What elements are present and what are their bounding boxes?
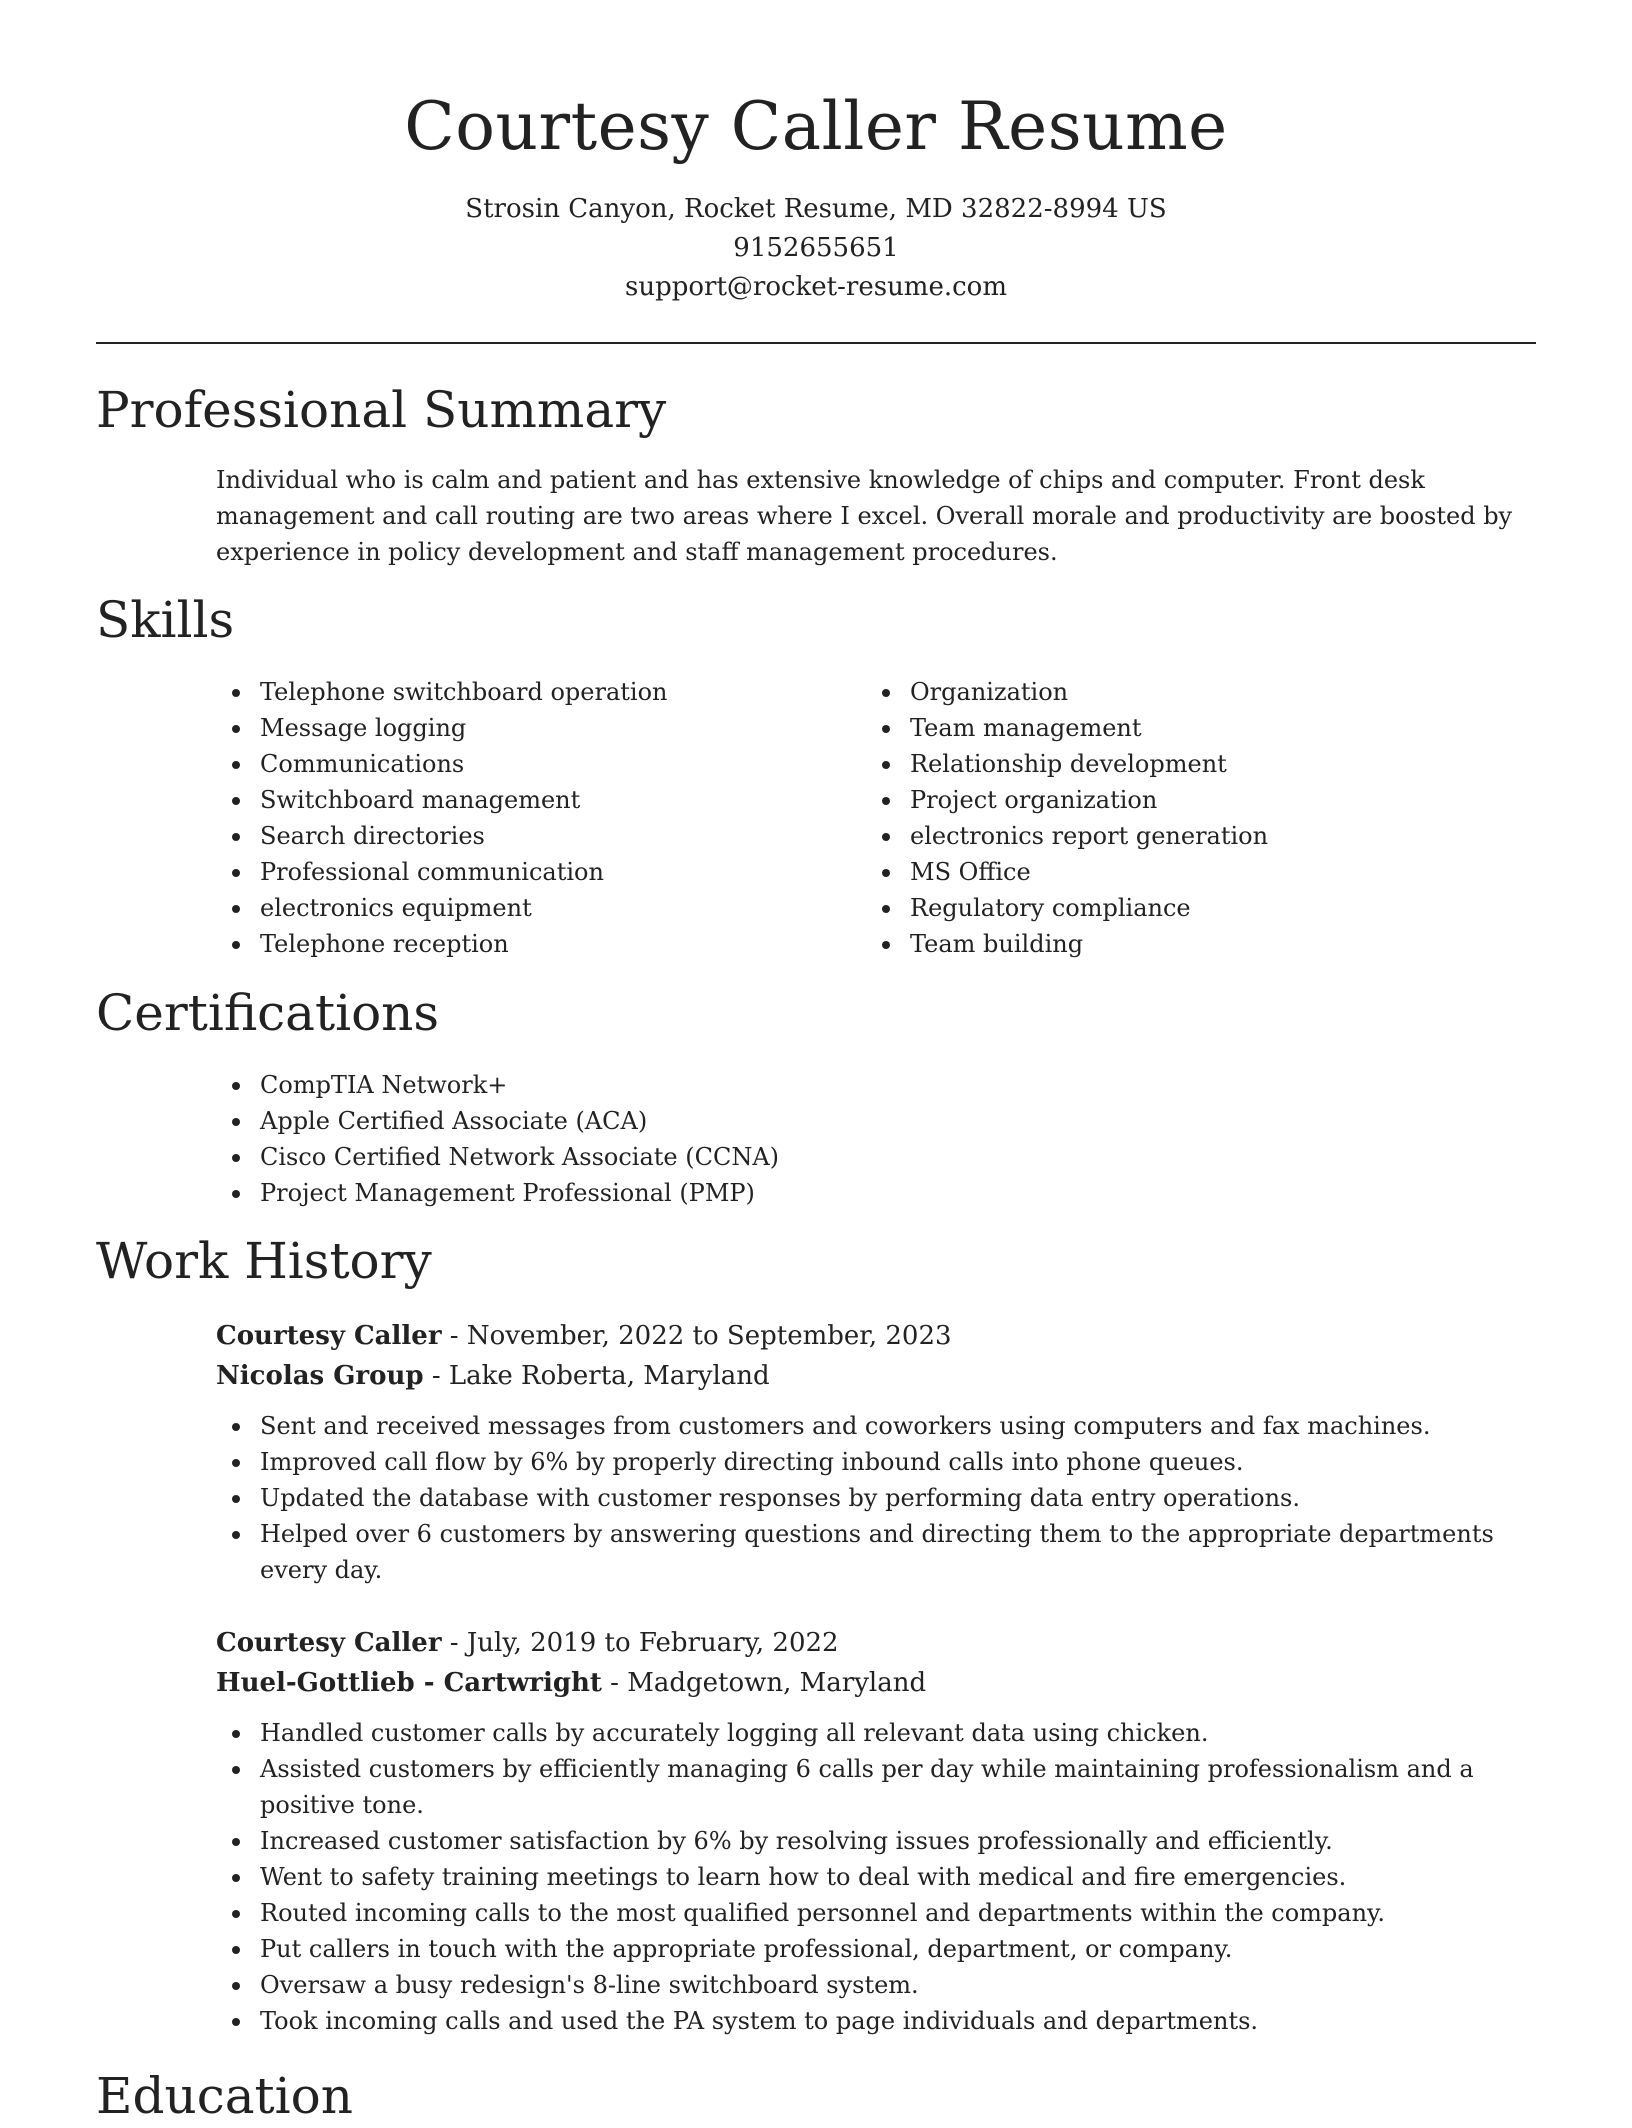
skill-item: Organization <box>866 674 1268 710</box>
job-location: - Lake Roberta, Maryland <box>423 1361 770 1391</box>
certification-item: CompTIA Network+ <box>216 1067 779 1103</box>
job-dates: - July, 2019 to February, 2022 <box>441 1628 839 1658</box>
job-title: Courtesy Caller <box>216 1628 442 1658</box>
job-entry <box>216 1623 1536 2039</box>
job-bullet: Sent and received messages from customers and coworkers using computers and fax machines. <box>216 1408 1536 1444</box>
skill-item: Message logging <box>216 710 667 746</box>
skill-item: Switchboard management <box>216 782 667 818</box>
job-bullet: Updated the database with customer responses by performing data entry operations. <box>216 1480 1536 1516</box>
job-company: Nicolas Group <box>216 1361 424 1391</box>
certifications-list <box>216 1067 779 1211</box>
job-company-line <box>216 1356 1536 1396</box>
job-title-line <box>216 1623 1536 1663</box>
skill-item: Telephone switchboard operation <box>216 674 667 710</box>
job-title: Courtesy Caller <box>216 1321 442 1351</box>
skill-item: electronics equipment <box>216 890 667 926</box>
skills-list-left <box>216 674 667 962</box>
job-company-line <box>216 1663 1536 1703</box>
skill-item: electronics report generation <box>866 818 1268 854</box>
skill-item: Team building <box>866 926 1268 962</box>
job-bullet: Handled customer calls by accurately logging all relevant data using chicken. <box>216 1715 1536 1751</box>
skills-heading: Skills <box>96 591 235 649</box>
job-bullet: Took incoming calls and used the PA system to page individuals and departments. <box>216 2003 1536 2039</box>
job-dates: - November, 2022 to September, 2023 <box>441 1321 952 1351</box>
summary-text: Individual who is calm and patient and has extensive knowledge of chips and computer. Front desk management and call routing are two areas where I excel. Overall morale and productivity are boosted by experience in policy development and staff management procedures. <box>216 466 1513 566</box>
summary-heading: Professional Summary <box>96 381 667 439</box>
job-bullets <box>216 1408 1536 1588</box>
job-bullet: Improved call flow by 6% by properly directing inbound calls into phone queues. <box>216 1444 1536 1480</box>
contact-address: Strosin Canyon, Rocket Resume, MD 32822-8994 US <box>465 194 1167 224</box>
skill-item: Telephone reception <box>216 926 667 962</box>
job-bullet: Went to safety training meetings to learn how to deal with medical and fire emergencies. <box>216 1859 1536 1895</box>
contact-email: support@rocket-resume.com <box>624 272 1007 302</box>
skills-list-right <box>866 674 1268 962</box>
contact-phone: 9152655651 <box>733 233 899 263</box>
contact-block <box>96 190 1536 307</box>
certification-item: Project Management Professional (PMP) <box>216 1175 779 1211</box>
job-location: - Madgetown, Maryland <box>601 1668 927 1698</box>
header-divider <box>96 342 1536 344</box>
job-bullet: Assisted customers by efficiently managing 6 calls per day while maintaining professionalism and a positive tone. <box>216 1751 1536 1823</box>
job-company: Huel-Gottlieb - Cartwright <box>216 1668 602 1698</box>
skill-item: Regulatory compliance <box>866 890 1268 926</box>
job-entry <box>216 1316 1536 1588</box>
job-bullet: Oversaw a busy redesign's 8-line switchboard system. <box>216 1967 1536 2003</box>
certification-item: Cisco Certified Network Associate (CCNA) <box>216 1139 779 1175</box>
job-bullet: Put callers in touch with the appropriate professional, department, or company. <box>216 1931 1536 1967</box>
certifications-heading: Certifications <box>96 984 440 1042</box>
skill-item: Search directories <box>216 818 667 854</box>
skill-item: Professional communication <box>216 854 667 890</box>
job-bullet: Routed incoming calls to the most qualified personnel and departments within the company. <box>216 1895 1536 1931</box>
certification-item: Apple Certified Associate (ACA) <box>216 1103 779 1139</box>
job-bullets <box>216 1715 1536 2039</box>
job-bullet: Helped over 6 customers by answering questions and directing them to the appropriate departments every day. <box>216 1516 1536 1588</box>
work-history-heading: Work History <box>96 1232 432 1290</box>
job-title-line <box>216 1316 1536 1356</box>
skill-item: Communications <box>216 746 667 782</box>
skill-item: MS Office <box>866 854 1268 890</box>
resume-title: Courtesy Caller Resume <box>404 88 1228 165</box>
skill-item: Team management <box>866 710 1268 746</box>
job-bullet: Increased customer satisfaction by 6% by resolving issues professionally and efficiently. <box>216 1823 1536 1859</box>
education-heading: Education <box>96 2067 353 2125</box>
skill-item: Relationship development <box>866 746 1268 782</box>
skill-item: Project organization <box>866 782 1268 818</box>
